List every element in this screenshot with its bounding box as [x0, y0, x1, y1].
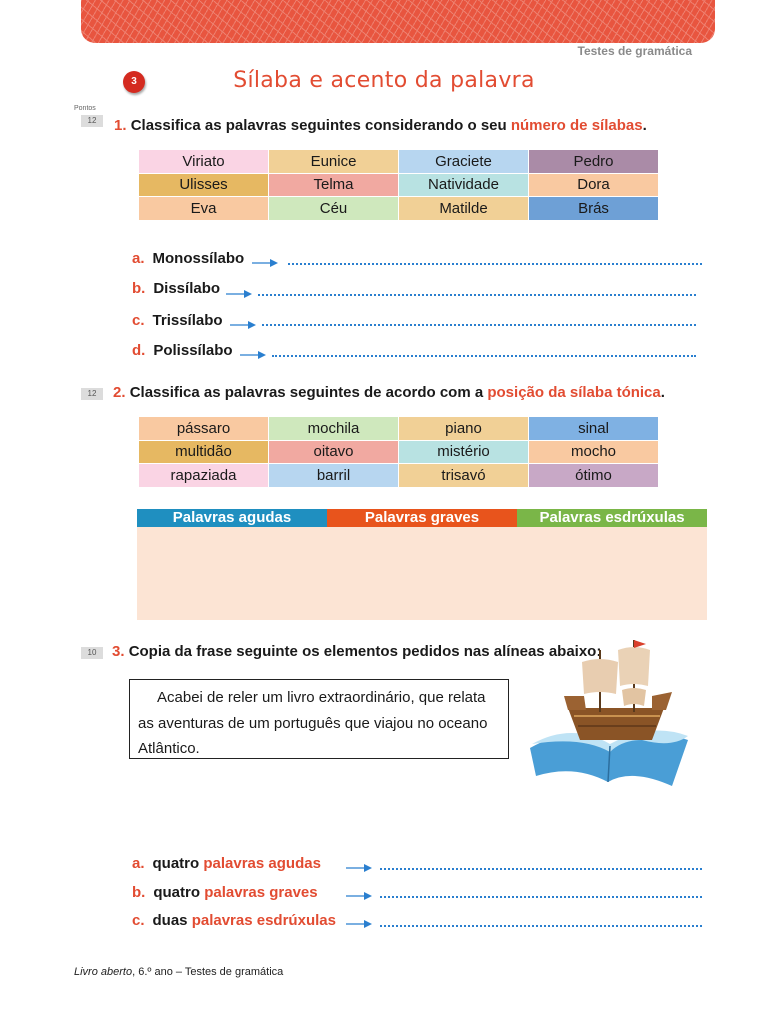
word-cell: piano	[399, 417, 529, 441]
word-cell: Natividade	[399, 173, 529, 197]
word-cell: oitavo	[269, 440, 399, 464]
test-number-badge: 3	[123, 71, 145, 93]
q2-number: 2.	[113, 384, 126, 401]
q1-text: Classifica as palavras seguintes considerando o seu	[130, 117, 511, 134]
answer-line-graves[interactable]	[380, 896, 702, 898]
word-row	[139, 440, 659, 464]
q1-prompt	[114, 117, 647, 134]
item-highlight: palavras graves	[204, 884, 318, 901]
ship-on-book-illustration	[522, 636, 692, 788]
word-cell: trisavó	[399, 464, 529, 488]
item-letter: a.	[132, 250, 145, 267]
q3-number: 3.	[112, 643, 125, 660]
footer-text: , 6.º ano – Testes de gramática	[132, 966, 284, 978]
sentence-text: Acabei de reler um livro extraordinário, que relata as aventuras de um português que viajou no oceano Atlântico.	[138, 689, 488, 757]
q1-item-disyllable	[132, 280, 220, 297]
word-cell: Céu	[269, 197, 399, 221]
arrow-icon	[226, 289, 252, 299]
answer-line-esdruxulas[interactable]	[380, 925, 702, 927]
item-prefix: duas	[152, 912, 192, 929]
item-letter: d.	[132, 342, 146, 359]
q3-item-esdruxulas	[132, 912, 336, 929]
word-cell: Ulisses	[139, 173, 269, 197]
word-cell: Pedro	[529, 150, 659, 174]
header-proparoxytone: Palavras esdrúxulas	[517, 509, 707, 527]
item-label: Monossílabo	[152, 250, 245, 267]
arrow-icon	[346, 891, 372, 901]
classification-header	[137, 509, 707, 527]
q2-points: 12	[81, 388, 103, 400]
arrow-icon	[252, 258, 278, 268]
item-label: Polissílabo	[153, 342, 233, 359]
q1-points: 12	[81, 115, 103, 127]
answer-line-polysyllable[interactable]	[272, 355, 696, 357]
word-row	[139, 173, 659, 197]
item-letter: c.	[132, 912, 145, 929]
q1-item-trisyllable	[132, 312, 223, 329]
footer-book-title: Livro aberto	[74, 966, 133, 978]
answer-line-monosyllable[interactable]	[288, 263, 702, 265]
q3-item-agudas	[132, 855, 321, 872]
word-cell: Matilde	[399, 197, 529, 221]
q1-item-polysyllable	[132, 342, 233, 359]
word-cell: Eva	[139, 197, 269, 221]
word-cell: Eunice	[269, 150, 399, 174]
item-letter: a.	[132, 855, 145, 872]
word-cell: rapaziada	[139, 464, 269, 488]
item-prefix: quatro	[153, 884, 205, 901]
word-cell: barril	[269, 464, 399, 488]
q1-highlight: número de sílabas	[510, 117, 643, 134]
q2-text: Classifica as palavras seguintes de acordo com a	[129, 384, 488, 401]
item-letter: b.	[132, 280, 146, 297]
word-cell: sinal	[529, 417, 659, 441]
stress-classification-table[interactable]	[137, 509, 707, 620]
word-cell: mistério	[399, 440, 529, 464]
word-cell: Graciete	[399, 150, 529, 174]
item-label: Trissílabo	[152, 312, 223, 329]
page-title: Sílaba e acento da palavra	[233, 68, 535, 93]
word-cell: mocho	[529, 440, 659, 464]
answer-line-trisyllable[interactable]	[262, 324, 696, 326]
q3-item-graves	[132, 884, 318, 901]
header-oxytone: Palavras agudas	[137, 509, 327, 527]
item-label: Dissílabo	[153, 280, 221, 297]
word-cell: multidão	[139, 440, 269, 464]
word-row	[139, 417, 659, 441]
word-row	[139, 150, 659, 174]
answer-line-agudas[interactable]	[380, 868, 702, 870]
word-cell: Telma	[269, 173, 399, 197]
q1-item-monosyllable	[132, 250, 244, 267]
points-label: Pontos	[74, 105, 96, 112]
word-cell: Brás	[529, 197, 659, 221]
arrow-icon	[346, 919, 372, 929]
word-cell: ótimo	[529, 464, 659, 488]
answer-line-disyllable[interactable]	[258, 294, 696, 296]
item-letter: c.	[132, 312, 145, 329]
header-banner	[81, 0, 715, 43]
sentence-box	[129, 679, 509, 759]
page-footer	[74, 966, 283, 978]
word-cell: pássaro	[139, 417, 269, 441]
q3-points: 10	[81, 647, 103, 659]
item-highlight: palavras esdrúxulas	[191, 912, 336, 929]
item-prefix: quatro	[152, 855, 204, 872]
q2-word-table	[138, 416, 659, 488]
q1-number: 1.	[114, 117, 127, 134]
word-cell: mochila	[269, 417, 399, 441]
word-cell: Dora	[529, 173, 659, 197]
word-cell: Viriato	[139, 150, 269, 174]
q1-word-table	[138, 149, 659, 221]
header-paroxytone: Palavras graves	[327, 509, 517, 527]
q2-prompt	[113, 384, 665, 401]
q2-text-end: .	[660, 384, 665, 401]
q2-highlight: posição da sílaba tónica	[487, 384, 661, 401]
arrow-icon	[346, 863, 372, 873]
section-label: Testes de gramática	[577, 44, 692, 58]
item-highlight: palavras agudas	[203, 855, 321, 872]
word-row	[139, 464, 659, 488]
item-letter: b.	[132, 884, 146, 901]
arrow-icon	[240, 350, 266, 360]
q3-text: Copia da frase seguinte os elementos pedidos nas alíneas abaixo:	[128, 643, 602, 660]
word-row	[139, 197, 659, 221]
arrow-icon	[230, 320, 256, 330]
q1-text-end: .	[642, 117, 647, 134]
